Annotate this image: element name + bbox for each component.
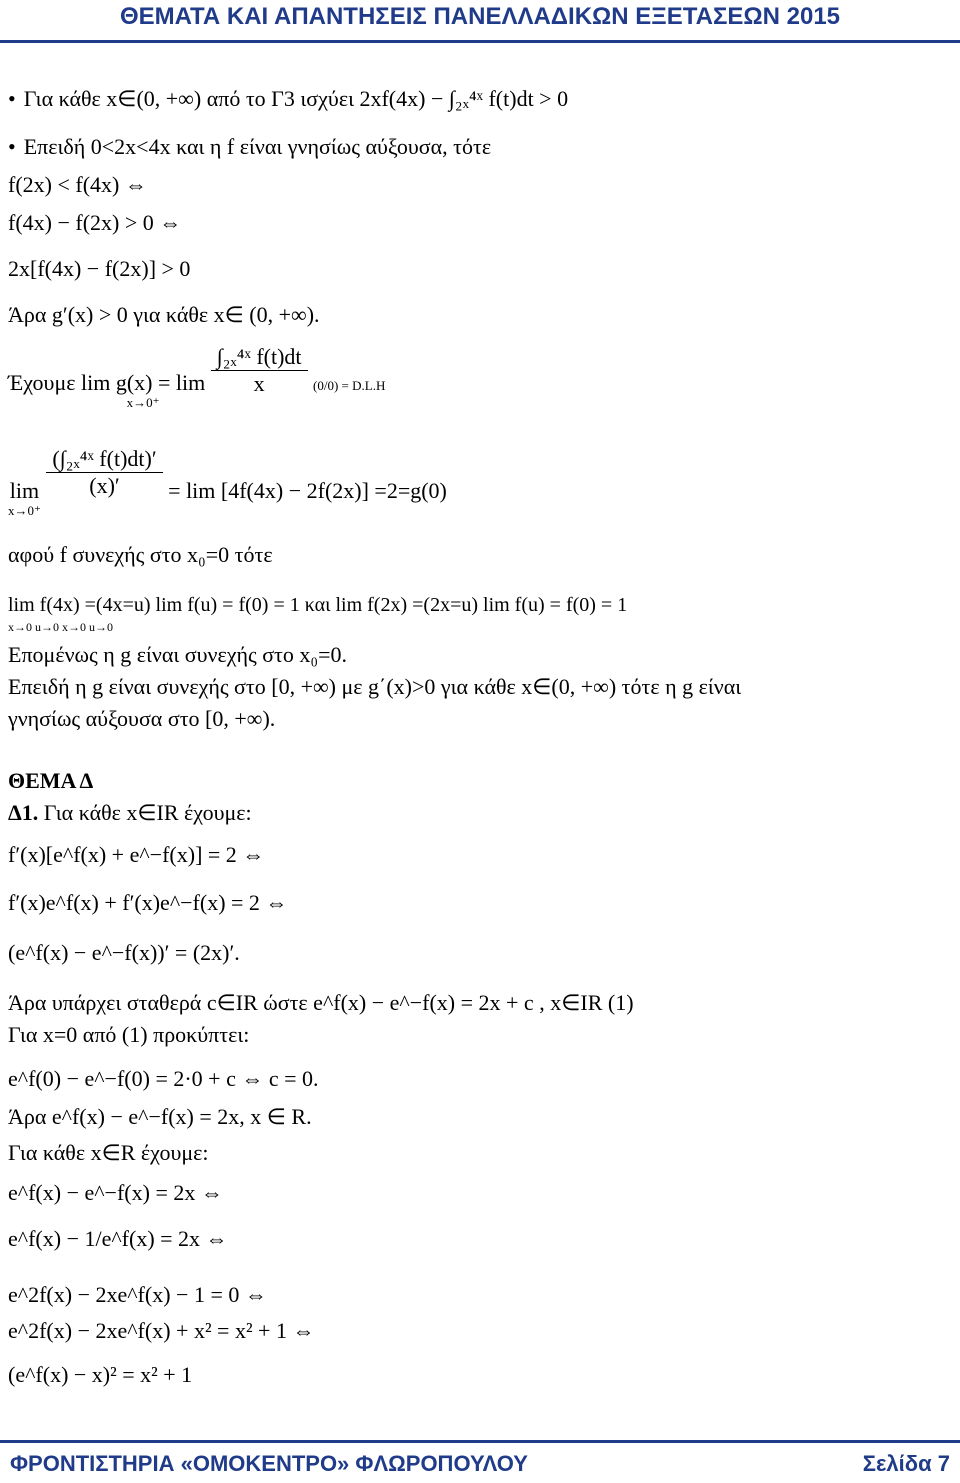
fraction-numerator: ∫₂ₓ⁴ˣ f(t)dt <box>211 344 308 371</box>
footer-left-text: ΦΡΟΝΤΙΣΤΗΡΙΑ «ΟΜΟΚΕΝΤΡΟ» ΦΛΩΡΟΠΟΥΛΟΥ <box>10 1451 528 1476</box>
header-title: ΘΕΜΑΤΑ ΚΑΙ ΑΠΑΝΤΗΣΕΙΣ ΠΑΝΕΛΛΑΔΙΚΩΝ ΕΞΕΤΑΣΕΩΝ 2015 <box>119 3 841 30</box>
subsection-line <box>8 800 252 826</box>
page-number: Σελίδα 7 <box>862 1451 950 1476</box>
limit-expression: lim g(x) = lim x→0⁺ <box>80 370 206 410</box>
limit-line <box>8 344 386 410</box>
math-line: f′(x)e^f(x) + f′(x)e^−f(x) = 2 ⇔ <box>8 890 288 915</box>
math-line: e^f(x) − e^−f(x) = 2x ⇔ <box>8 1180 223 1205</box>
text-line: γνησίως αύξουσα στο [0, +∞). <box>8 706 276 731</box>
text-line: Για κάθε x∈R έχουμε: <box>8 1140 209 1165</box>
limit-result: = lim [4f(4x) − 2f(2x)] =2=g(0) <box>168 478 447 503</box>
text-line: Άρα υπάρχει σταθερά c∈IR ώστε e^f(x) − e^−f(x) = 2x + c , x∈IR (1) <box>8 990 634 1015</box>
math-line: e^2f(x) − 2xe^f(x) + x² = x² + 1 ⇔ <box>8 1318 315 1343</box>
math-line: Άρα e^f(x) − e^−f(x) = 2x, x ∈ R. <box>8 1104 312 1129</box>
derivative-fraction <box>46 446 162 499</box>
math-line: f(4x) − f(2x) > 0 ⇔ <box>8 210 182 235</box>
limit-subscript: x→0⁺ <box>126 395 160 410</box>
subsection-heading: Δ1. <box>8 800 39 825</box>
limit-intro: Έχουμε <box>8 370 76 395</box>
text-line: Άρα g′(x) > 0 για κάθε x∈ (0, +∞). <box>8 302 320 327</box>
text-line: Για x=0 από (1) προκύπτει: <box>8 1022 250 1047</box>
lhospital-line <box>8 446 447 518</box>
integral-fraction <box>211 344 308 397</box>
text-line: Επομένως η g είναι συνεχής στο x₀=0. <box>8 642 347 667</box>
text-line: Επειδή η g είναι συνεχής στο [0, +∞) με g΄(x)>0 για κάθε x∈(0, +∞) τότε η g είναι <box>8 674 742 699</box>
limit-subscripts: x→0 u→0 x→0 u→0 <box>8 620 113 634</box>
math-line: (e^f(x) − x)² = x² + 1 <box>8 1362 193 1387</box>
page-header <box>0 0 960 43</box>
subsection-text: Για κάθε x∈IR έχουμε: <box>43 800 252 825</box>
text-line: αφού f συνεχής στο x₀=0 τότε <box>8 542 273 567</box>
math-line: (e^f(x) − e^−f(x))′ = (2x)′. <box>8 940 240 965</box>
page-footer <box>0 1440 960 1483</box>
math-line: e^f(0) − e^−f(0) = 2·0 + c ⇔ c = 0. <box>8 1066 319 1091</box>
text-line: • Για κάθε x∈(0, +∞) από το Γ3 ισχύει 2xf(4x) − ∫₂ₓ⁴ˣ f(t)dt > 0 <box>8 86 568 112</box>
fraction-numerator: (∫₂ₓ⁴ˣ f(t)dt)′ <box>46 446 162 473</box>
math-line: e^2f(x) − 2xe^f(x) − 1 = 0 ⇔ <box>8 1282 267 1307</box>
math-line: lim f(4x) =(4x=u) lim f(u) = f(0) = 1 και lim f(2x) =(2x=u) lim f(u) = f(0) = 1 <box>8 594 628 616</box>
limit-subscript: x→0⁺ <box>8 503 41 518</box>
limit-expression: lim x→0⁺ <box>8 478 41 518</box>
math-line: 2x[f(4x) − f(2x)] > 0 <box>8 256 191 281</box>
fraction-denominator: x <box>253 371 265 397</box>
math-line: f(2x) < f(4x) ⇔ <box>8 172 147 197</box>
dlh-note: (0/0) = D.L.H <box>313 378 386 393</box>
fraction-denominator: (x)′ <box>89 473 120 499</box>
math-line: e^f(x) − 1/e^f(x) = 2x ⇔ <box>8 1226 228 1251</box>
text-line: • Επειδή 0<2x<4x και η f είναι γνησίως αύξουσα, τότε <box>8 134 491 160</box>
math-line: f′(x)[e^f(x) + e^−f(x)] = 2 ⇔ <box>8 842 265 867</box>
section-heading: ΘΕΜΑ Δ <box>8 768 94 793</box>
